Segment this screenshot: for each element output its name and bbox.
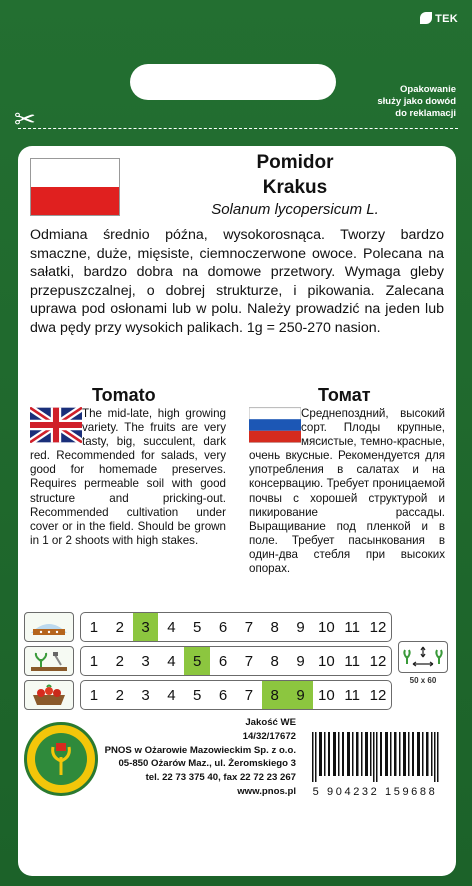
month-cell: 11 [344, 618, 360, 636]
month-cell: 3 [141, 652, 150, 670]
company-phone: tel. 22 73 375 40, fax 22 72 23 267 [145, 772, 296, 784]
planting-icon [24, 646, 74, 676]
month-cell: 2 [115, 652, 124, 670]
month-cell: 1 [89, 686, 99, 704]
month-cell: 10 [318, 618, 335, 636]
planting-month-strip [80, 646, 392, 676]
month-cell-active: 3 [133, 613, 159, 641]
cut-line [18, 128, 458, 129]
complaint-note [377, 84, 456, 120]
month-cell: 10 [318, 652, 335, 670]
hang-tab [130, 64, 336, 100]
company-info [105, 716, 296, 799]
seed-tray-icon [24, 612, 74, 642]
polish-description: Odmiana średnio późna, wysokorosnąca. Tworzy bardzo smaczne, duże, mięsiste, ciemnoczerwone owoce. Polecana na sałatki, bardzo dobra na domowe przetwory. Wymaga gleby przepuszczalnej, o dobrej strukturze, i pikowania. Zalecana uprawa pod osłonami lub w polu. Należy prowadzić na jeden lub dwa pędy przy wysokich palikach. 1g = 250-270 nasion. [30, 227, 444, 336]
product-name: Pomidor [256, 152, 334, 173]
month-cell: 11 [344, 652, 360, 670]
leaf-icon [420, 12, 432, 24]
month-cell: 7 [244, 652, 254, 670]
uk-flag-icon [30, 407, 82, 443]
month-cell: 1 [89, 652, 99, 670]
variety-name: Krakus [262, 177, 328, 198]
month-cell: 9 [296, 618, 305, 636]
russian-description: Среднепоздний, высокий сорт. Плоды крупные, мясистые, темно-красные, очень вкусные. Рекомендуется для употребления в салатах и на консервацию. Требует проницаемой почвы с хорошей структурой и пикирование рассады. Выращивание под пленкой и в поле. Требует пасынкования в один-два стебля при высоких опорах. [249, 407, 445, 576]
pnos-logo [24, 722, 98, 796]
month-cell: 10 [318, 686, 335, 704]
english-column [30, 407, 226, 548]
planting-calendar-row [24, 646, 392, 676]
month-cell: 12 [369, 652, 387, 670]
month-cell: 7 [244, 618, 254, 636]
month-cell: 7 [244, 686, 254, 704]
month-cell: 5 [193, 618, 202, 636]
plant-emblem-icon [41, 739, 81, 779]
month-cell: 6 [218, 652, 228, 670]
russia-flag-icon [249, 407, 301, 443]
complaint-note-line: służy jako dowód [377, 96, 456, 107]
plant-spacing-label: 50 x 60 [409, 676, 437, 685]
poland-flag-icon [30, 158, 120, 216]
english-title: Tomato [92, 385, 156, 405]
plant-spacing-icon [398, 641, 448, 673]
month-cell: 4 [167, 618, 176, 636]
month-cell: 4 [167, 652, 176, 670]
sowing-calendar-row [24, 612, 392, 642]
harvest-icon [24, 680, 74, 710]
harvest-calendar-row [24, 680, 392, 710]
month-cell: 3 [141, 686, 150, 704]
company-website: www.pnos.pl [237, 785, 296, 797]
month-cell-active: 5 [184, 647, 210, 675]
month-cell: 11 [344, 686, 360, 704]
month-cell: 6 [218, 686, 228, 704]
barcode-icon [306, 732, 444, 782]
month-cell: 2 [115, 686, 124, 704]
company-address: 05-850 Ożarów Maz., ul. Żeromskiego 3 [118, 758, 296, 770]
month-cell: 5 [193, 686, 202, 704]
month-cell: 8 [270, 618, 279, 636]
complaint-note-line: do reklamacji [395, 108, 456, 119]
month-cell: 1 [89, 618, 99, 636]
quality-label: Jakość WE [245, 717, 296, 728]
month-cell-active: 9 [288, 681, 314, 709]
month-cell: 4 [167, 686, 176, 704]
complaint-note-line: Opakowanie [400, 84, 456, 95]
barcode-number: 5 904232 159688 [312, 786, 438, 798]
latin-name: Solanum lycopersicum L. [211, 201, 379, 218]
month-cell: 12 [369, 686, 387, 704]
month-cell: 12 [369, 618, 387, 636]
lot-number: 14/32/17672 [242, 730, 296, 742]
month-cell: 9 [296, 652, 305, 670]
harvest-month-strip [80, 680, 392, 710]
sowing-month-strip [80, 612, 392, 642]
month-cell-active: 8 [262, 681, 288, 709]
month-cell: 2 [115, 618, 124, 636]
tek-label: TEK [420, 12, 458, 25]
english-description: The mid-late, high growing variety. The fruits are very tasty, big, succulent, dark red. Recommended for salads, very good for homemade preserves. Requires permeable soil with good structure and pricking-out. Recommended cultivation under cover or in the field. Should be grown in 1 or 2 shoots with high stakes. [30, 407, 226, 547]
month-cell: 6 [218, 618, 228, 636]
scissors-icon: ✂ [14, 104, 36, 134]
russian-title: Томат [318, 385, 371, 405]
pnos-logo-mark [35, 733, 87, 785]
month-cell: 8 [270, 652, 279, 670]
company-name: PNOS w Ożarowie Mazowieckim Sp. z o.o. [104, 744, 296, 756]
russian-column [249, 407, 445, 576]
